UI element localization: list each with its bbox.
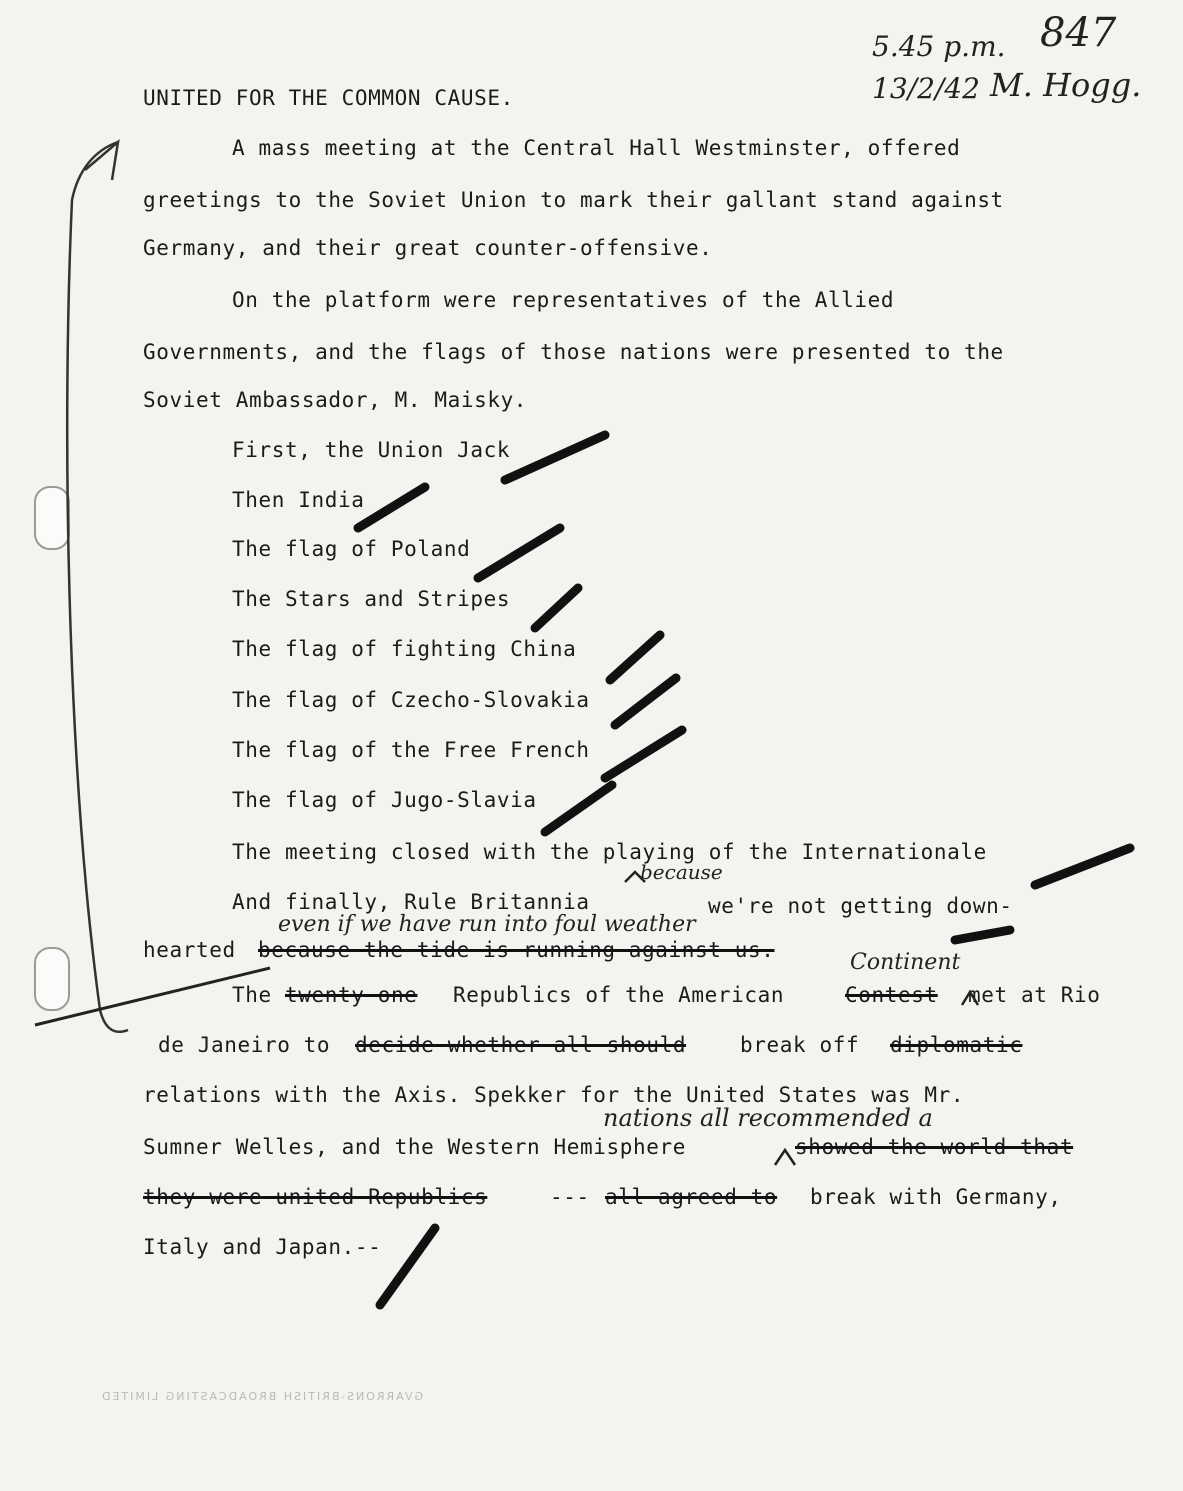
- republics-line-1-struck-2: Contest: [845, 983, 938, 1007]
- footer-watermark: GVARRONS-BRITISH BROADCASTING LIMITED: [100, 1390, 424, 1403]
- paragraph-1-line-3: Germany, and their great counter-offensive.: [143, 236, 713, 260]
- paragraph-2-line-3: Soviet Ambassador, M. Maisky.: [143, 388, 528, 412]
- republics-line-6: Italy and Japan.--: [143, 1235, 382, 1259]
- insert-because: because: [640, 860, 723, 884]
- closing-line-3a: hearted: [143, 938, 236, 962]
- paragraph-2-line-2: Governments, and the flags of those nations were presented to the: [143, 340, 1004, 364]
- flag-line: Then India: [232, 488, 365, 512]
- republics-line-1c: met at Rio: [968, 983, 1101, 1007]
- flag-line: The flag of Czecho-Slovakia: [232, 688, 590, 712]
- republics-line-3: relations with the Axis. Spekker for the United States was Mr.: [143, 1083, 965, 1107]
- paragraph-2-line-1: On the platform were representatives of the Allied: [232, 288, 895, 312]
- republics-line-5-struck-2: all agreed to: [605, 1185, 778, 1209]
- flag-line: The flag of the Free French: [232, 738, 590, 762]
- republics-line-4a: Sumner Welles, and the Western Hemisphere: [143, 1135, 686, 1159]
- republics-line-2-struck: decide whether all should: [355, 1033, 687, 1057]
- closing-line-3-struck: because the tide is running against us.: [258, 938, 775, 962]
- republics-line-1a: The: [232, 983, 272, 1007]
- republics-line-2a: de Janeiro to: [158, 1033, 331, 1057]
- republics-line-5-struck: they were united Republics: [143, 1185, 488, 1209]
- republics-line-2b: break off: [740, 1033, 860, 1057]
- paragraph-1-line-1: A mass meeting at the Central Hall Westminster, offered: [232, 136, 961, 160]
- republics-line-4-struck: showed the world that: [795, 1135, 1074, 1159]
- insert-continent-word: Continent: [850, 950, 961, 975]
- closing-line-2a: And finally, Rule Britannia: [232, 890, 590, 914]
- flag-line: The Stars and Stripes: [232, 587, 511, 611]
- annotation-ref-number: 847: [1040, 10, 1117, 56]
- insert-foul-weather: even if we have run into foul weather: [278, 912, 696, 937]
- annotation-date: 13/2/42: [872, 72, 980, 105]
- flag-line: The flag of fighting China: [232, 637, 577, 661]
- document-title: UNITED FOR THE COMMON CAUSE.: [143, 86, 514, 110]
- flag-line: First, the Union Jack: [232, 438, 511, 462]
- republics-line-1b: Republics of the American: [453, 983, 785, 1007]
- republics-line-1-struck: twenty-one: [285, 983, 418, 1007]
- annotation-time: 5.45 p.m.: [872, 30, 1006, 63]
- republics-line-5b: break with Germany,: [810, 1185, 1062, 1209]
- republics-line-5a: ---: [550, 1185, 590, 1209]
- closing-line-2b: we're not getting down-: [708, 894, 1013, 918]
- paragraph-1-line-2: greetings to the Soviet Union to mark their gallant stand against: [143, 188, 1004, 212]
- flag-line: The flag of Jugo-Slavia: [232, 788, 537, 812]
- annotation-initials: M. Hogg.: [990, 66, 1142, 104]
- insert-nations-recommended: nations all recommended a: [603, 1104, 933, 1132]
- flag-line: The flag of Poland: [232, 537, 471, 561]
- republics-line-2-struck-2: diplomatic: [890, 1033, 1023, 1057]
- closing-line-1: The meeting closed with the playing of the Internationale: [232, 840, 987, 864]
